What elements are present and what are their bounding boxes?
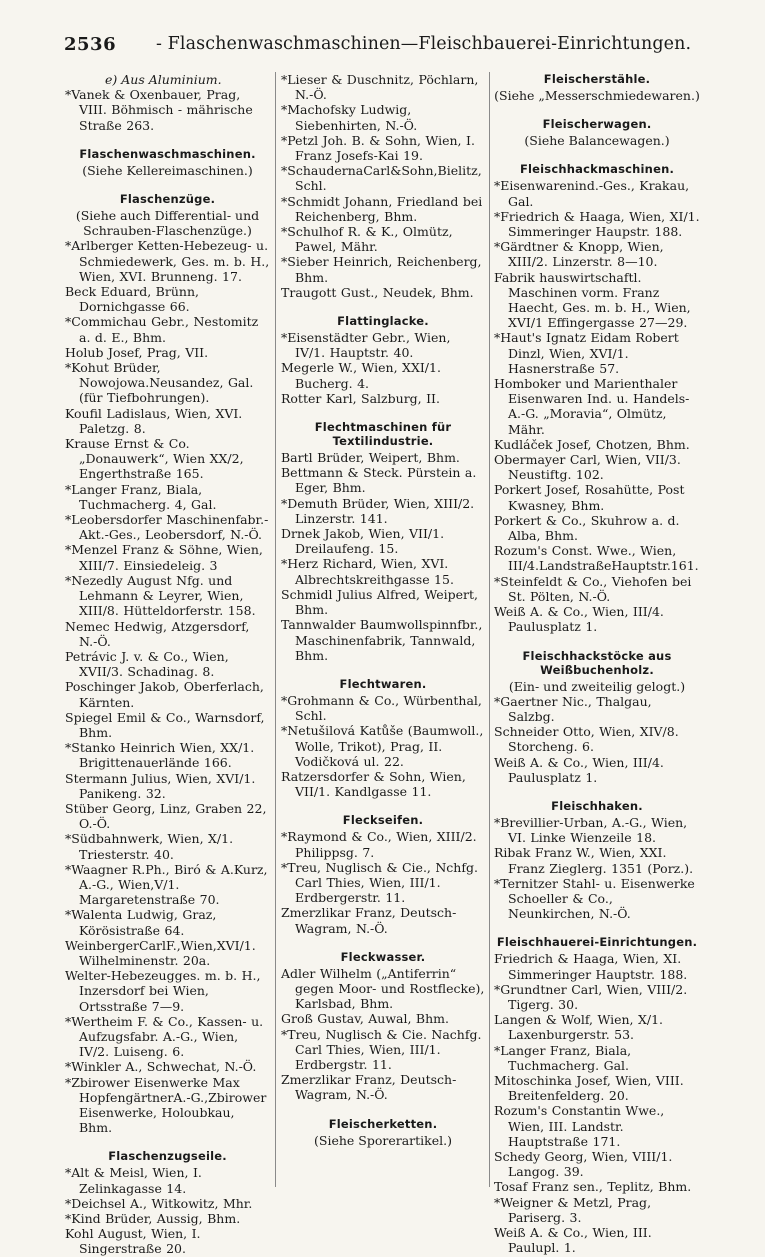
directory-entry: *SchaudernaCarl&Sohn,Bielitz, Schl. <box>281 163 482 194</box>
directory-entry: Krause Ernst & Co. „Donauwerk“, Wien XX/2, Engerthstraße 165. <box>65 436 244 482</box>
directory-entry: Spiegel Emil & Co., Warnsdorf, Bhm. <box>65 709 265 740</box>
directory-entry: Groß Gustav, Auwal, Bhm. <box>281 1011 449 1027</box>
directory-entry: Bartl Brüder, Weipert, Bhm. <box>281 450 460 466</box>
directory-entry: Rozum's Constantin Wwe., Wien, III. Landstr. Hauptstraße 171. <box>494 1103 665 1149</box>
section-heading: Fleckseifen. <box>342 813 424 828</box>
directory-entry: Obermayer Carl, Wien, VII/3. Neustiftg. 102. <box>494 452 681 483</box>
directory-entry: Koufil Ladislaus, Wien, XVI. Paletzg. 8. <box>65 405 243 436</box>
section-heading: Fleckwasser. <box>340 949 426 964</box>
directory-entry: *Schulhof R. & K., Olmütz, Pawel, Mähr. <box>281 224 453 255</box>
directory-entry: *Weigner & Metzl, Prag, Pariserg. 3. <box>494 1194 652 1225</box>
directory-entry: Megerle W., Wien, XXI/1. Bucherg. 4. <box>281 360 441 391</box>
section-heading: Flaschenzüge. <box>119 192 216 207</box>
directory-entry: Weiß A. & Co., Wien, III. Paulupl. 1. <box>494 1225 652 1256</box>
directory-entry: *Grundtner Carl, Wien, VIII/2. Tigerg. 30. <box>494 981 688 1012</box>
directory-entry: Ribak Franz W., Wien, XXI. Franz Zieglerg. 1351 (Porz.). <box>494 845 694 876</box>
directory-entry: *Waagner R.Ph., Biró & A.Kurz, A.-G., Wien,V/1. Margaretenstraße 70. <box>65 861 268 908</box>
directory-entry: Tosaf Franz sen., Teplitz, Bhm. <box>494 1179 692 1195</box>
directory-entry: *Alt & Meisl, Wien, I. Zelinkagasse 14. <box>65 1165 202 1196</box>
column-divider-right <box>489 72 490 1187</box>
directory-entry: *Schmidt Johann, Friedland bei Reichenberg, Bhm. <box>281 193 483 224</box>
section-note: (Siehe Sporerartikel.) <box>314 1132 452 1148</box>
directory-entry: Beck Eduard, Brünn, Dornichgasse 66. <box>65 284 199 315</box>
directory-entry: Holub Josef, Prag, VII. <box>65 344 209 360</box>
directory-entry: *Langer Franz, Biala, Tuchmacherg. 4, Gal. <box>65 481 217 512</box>
directory-entry: Porkert & Co., Skuhrow a. d. Alba, Bhm. <box>494 512 680 544</box>
directory-entry: *Herz Richard, Wien, XVI. Albrechtskreithgasse 15. <box>281 556 454 587</box>
directory-entry: *Lieser & Duschnitz, Pöchlarn, N.-Ö. <box>281 72 479 103</box>
directory-entry: *Eisenwarenind.-Ges., Krakau, Gal. <box>494 178 690 209</box>
directory-entry: Zmerzlikar Franz, Deutsch-Wagram, N.-Ö. <box>281 905 457 936</box>
directory-entry: Ratzersdorfer & Sohn, Wien, VII/1. Kandlgasse 11. <box>281 768 466 800</box>
directory-entry: Weiß A. & Co., Wien, III/4. Paulusplatz 1. <box>494 754 664 785</box>
directory-entry: Langen & Wolf, Wien, X/1. Laxenburgerstr. 53. <box>494 1012 664 1043</box>
directory-entry: Schedy Georg, Wien, VIII/1. Langog. 39. <box>494 1148 673 1180</box>
section-heading: Fleischerwagen. <box>542 117 652 132</box>
column-middle <box>281 72 485 1148</box>
directory-entry: *Langer Franz, Biala, Tuchmacherg. Gal. <box>494 1042 632 1073</box>
directory-entry: *Grohmann & Co., Würbenthal, Schl. <box>281 692 482 724</box>
directory-entry: *Kind Brüder, Aussig, Bhm. <box>65 1211 241 1227</box>
directory-entry: Kudláček Josef, Chotzen, Bhm. <box>494 436 690 452</box>
column-left <box>65 72 270 1257</box>
directory-entry: *Walenta Ludwig, Graz, Körösistraße 64. <box>65 907 217 938</box>
section-heading: Fleischerstähle. <box>543 72 651 86</box>
directory-entry: Poschinger Jakob, Oberferlach, Kärnten. <box>65 679 264 710</box>
directory-entry: *Stanko Heinrich Wien, XX/1. Brigittenauerlände 166. <box>65 740 255 771</box>
directory-entry: *Gaertner Nic., Thalgau, Salzbg. <box>494 693 652 724</box>
directory-entry: Fabrik hauswirtschaftl. Maschinen vorm. Franz Haecht, Ges. m. b. H., Wien, XVI/1 Effingergasse 27—29. <box>494 269 691 331</box>
directory-entry: Kohl August, Wien, I. Singerstraße 20. <box>65 1226 201 1257</box>
directory-entry: *Menzel Franz & Söhne, Wien, XIII/7. Einsiedeleig. 3 <box>65 542 263 573</box>
column-right <box>494 72 700 1255</box>
directory-entry: *Sieber Heinrich, Reichenberg, Bhm. <box>281 254 482 285</box>
section-heading: Flechtwaren. <box>339 676 427 691</box>
page-header <box>64 34 724 64</box>
directory-entry: *Nezedly August Nfg. und Lehmann & Leyrer, Wien, XIII/8. Hütteldorferstr. 158. <box>65 572 256 619</box>
directory-entry: Schneider Otto, Wien, XIV/8. Storcheng. 6. <box>494 724 679 755</box>
directory-entry: Welter-Hebezeugges. m. b. H., Inzersdorf bei Wien, Ortsstraße 7—9. <box>65 968 261 1014</box>
directory-entry: Zmerzlikar Franz, Deutsch-Wagram, N.-Ö. <box>281 1072 457 1103</box>
directory-entry: *Brevillier-Urban, A.-G., Wien, VI. Linke Wienzeile 18. <box>494 814 688 846</box>
directory-entry: *Commichau Gebr., Nestomitz a. d. E., Bhm. <box>65 314 259 345</box>
directory-entry: Weiß A. & Co., Wien, III/4. Paulusplatz 1. <box>494 604 664 635</box>
directory-entry: *Raymond & Co., Wien, XIII/2. Philippsg. 7. <box>281 829 477 860</box>
directory-entry: Homboker und Marienthaler Eisenwaren Ind. u. Handels-A.-G. „Moravia“, Olmütz, Mähr. <box>494 376 690 437</box>
directory-entry: *Petzl Joh. B. & Sohn, Wien, I. Franz Josefs-Kai 19. <box>281 132 475 164</box>
directory-entry: Rotter Karl, Salzburg, II. <box>281 390 440 406</box>
directory-entry: Porkert Josef, Rosahütte, Post Kwasney, Bhm. <box>494 482 685 513</box>
section-note: (Siehe auch Differential- und Schrauben-Flaschenzüge.) <box>75 208 260 239</box>
directory-entry: *Südbahnwerk, Wien, X/1. Triesterstr. 40. <box>65 831 234 862</box>
directory-entry: *Eisenstädter Gebr., Wien, IV/1. Hauptstr. 40. <box>281 330 451 361</box>
directory-entry: Bettmann & Steck. Pürstein a. Eger, Bhm. <box>281 465 477 496</box>
section-note: (Ein- und zweiteilig gelogt.) <box>508 678 686 694</box>
directory-entry: *Treu, Nuglisch & Cie. Nachfg. Carl Thies, Wien, III/1. Erdbergstr. 11. <box>281 1026 482 1072</box>
section-heading: Flaschenwaschmaschinen. <box>79 146 256 161</box>
directory-entry: Traugott Gust., Neudek, Bhm. <box>281 284 474 300</box>
directory-entry: Nemec Hedwig, Atzgersdorf, N.-Ö. <box>65 618 250 649</box>
directory-entry: Tannwalder Baumwollspinnfbr., Maschinenfabrik, Tannwald, Bhm. <box>281 617 483 663</box>
section-heading: Flattinglacke. <box>337 314 429 329</box>
directory-entry: Friedrich & Haaga, Wien, XI. Simmeringer Hauptstr. 188. <box>494 951 688 982</box>
section-note: (Siehe „Messerschmiedewaren.) <box>494 88 700 103</box>
column-divider-left <box>275 72 276 1187</box>
directory-entry: Mitoschinka Josef, Wien, VIII. Breitenfelderg. 20. <box>494 1072 684 1104</box>
directory-entry: *Ternitzer Stahl- u. Eisenwerke Schoeller & Co., Neunkirchen, N.-Ö. <box>494 875 695 922</box>
directory-entry: *Steinfeldt & Co., Viehofen bei St. Pölten, N.-Ö. <box>494 573 692 604</box>
section-heading: Fleischhauerei-Einrichtungen. <box>496 935 698 950</box>
directory-entry: WeinbergerCarlF.,Wien,XVI/1. Wilhelminenstr. 20a. <box>65 937 256 968</box>
section-heading: Fleischhackmaschinen. <box>519 162 675 177</box>
section-heading: Fleischhackstöcke aus Weißbuchenholz. <box>522 648 672 677</box>
directory-entry: *Demuth Brüder, Wien, XIII/2. Linzerstr. 141. <box>281 495 475 526</box>
directory-entry: Schmidl Julius Alfred, Weipert, Bhm. <box>281 586 479 618</box>
page-title: - Flaschenwaschmaschinen—Fleischbauerei-Einrichtungen. <box>156 34 692 54</box>
directory-entry: *Wertheim F. & Co., Kassen- u. Aufzugsfabr. A.-G., Wien, IV/2. Luiseng. 6. <box>65 1013 264 1060</box>
section-heading: Fleischhaken. <box>551 798 643 813</box>
directory-entry: Stermann Julius, Wien, XVI/1. Panikeng. 32. <box>65 770 256 801</box>
directory-entry: *Gärdtner & Knopp, Wien, XIII/2. Linzerstr. 8—10. <box>494 239 664 270</box>
directory-entry: Petrávic J. v. & Co., Wien, XVII/3. Schadinag. 8. <box>65 648 229 680</box>
directory-entry: *Arlberger Ketten-Hebezeug- u. Schmiedewerk, Ges. m. b. H., Wien, XVI. Brunneng. 17. <box>65 238 270 284</box>
directory-entry: *Friedrich & Haaga, Wien, XI/1. Simmeringer Haupstr. 188. <box>494 208 700 240</box>
directory-entry: *Vanek & Oxenbauer, Prag, VIII. Böhmisch - mährische Straße 263. <box>65 87 253 133</box>
directory-entry: Stüber Georg, Linz, Graben 22, O.-Ö. <box>65 800 267 832</box>
page-number: 2536 <box>64 34 117 55</box>
section-note: (Siehe Balancewagen.) <box>524 133 670 149</box>
section-heading: Fleischerketten. <box>328 1116 438 1131</box>
section-heading: Flechtmaschinen für Textilindustrie. <box>314 420 452 449</box>
directory-entry: *Netušilová Katůše (Baumwoll., Wolle, Trikot), Prag, II. Vodičková ul. 22. <box>281 723 484 769</box>
directory-entry: Drnek Jakob, Wien, VII/1. Dreilaufeng. 15. <box>281 526 445 557</box>
directory-entry: *Machofsky Ludwig, Siebenhirten, N.-Ö. <box>281 102 418 133</box>
directory-entry: *Treu, Nuglisch & Cie., Nchfg. Carl Thies, Wien, III/1. Erdbergerstr. 11. <box>281 859 478 906</box>
directory-entry: *Zbirower Eisenwerke Max HopfengärtnerA.-G.,Zbirower Eisenwerke, Holoubkau, Bhm. <box>65 1074 267 1136</box>
directory-entry: *Leobersdorfer Maschinenfabr.-Akt.-Ges., Leobersdorf, N.-Ö. <box>65 512 269 543</box>
section-heading: Flaschenzugseile. <box>108 1149 227 1164</box>
directory-entry: Adler Wilhelm („Antiferrin“ gegen Moor- und Rostflecke), Karlsbad, Bhm. <box>281 965 485 1012</box>
directory-entry: *Deichsel A., Witkowitz, Mhr. <box>65 1195 253 1211</box>
subsection-label: e) Aus Aluminium. <box>105 72 222 87</box>
directory-entry: Rozum's Const. Wwe., Wien, III/4.LandstraßeHauptstr.161. <box>494 543 699 574</box>
section-note: (Siehe Kellereimaschinen.) <box>82 162 253 178</box>
directory-entry: *Haut's Ignatz Eidam Robert Dinzl, Wien, XVI/1. Hasnerstraße 57. <box>494 330 679 376</box>
directory-entry: *Kohut Brüder, Nowojowa.Neusandez, Gal. (für Tiefbohrungen). <box>65 360 254 406</box>
directory-entry: *Winkler A., Schwechat, N.-Ö. <box>65 1059 257 1075</box>
